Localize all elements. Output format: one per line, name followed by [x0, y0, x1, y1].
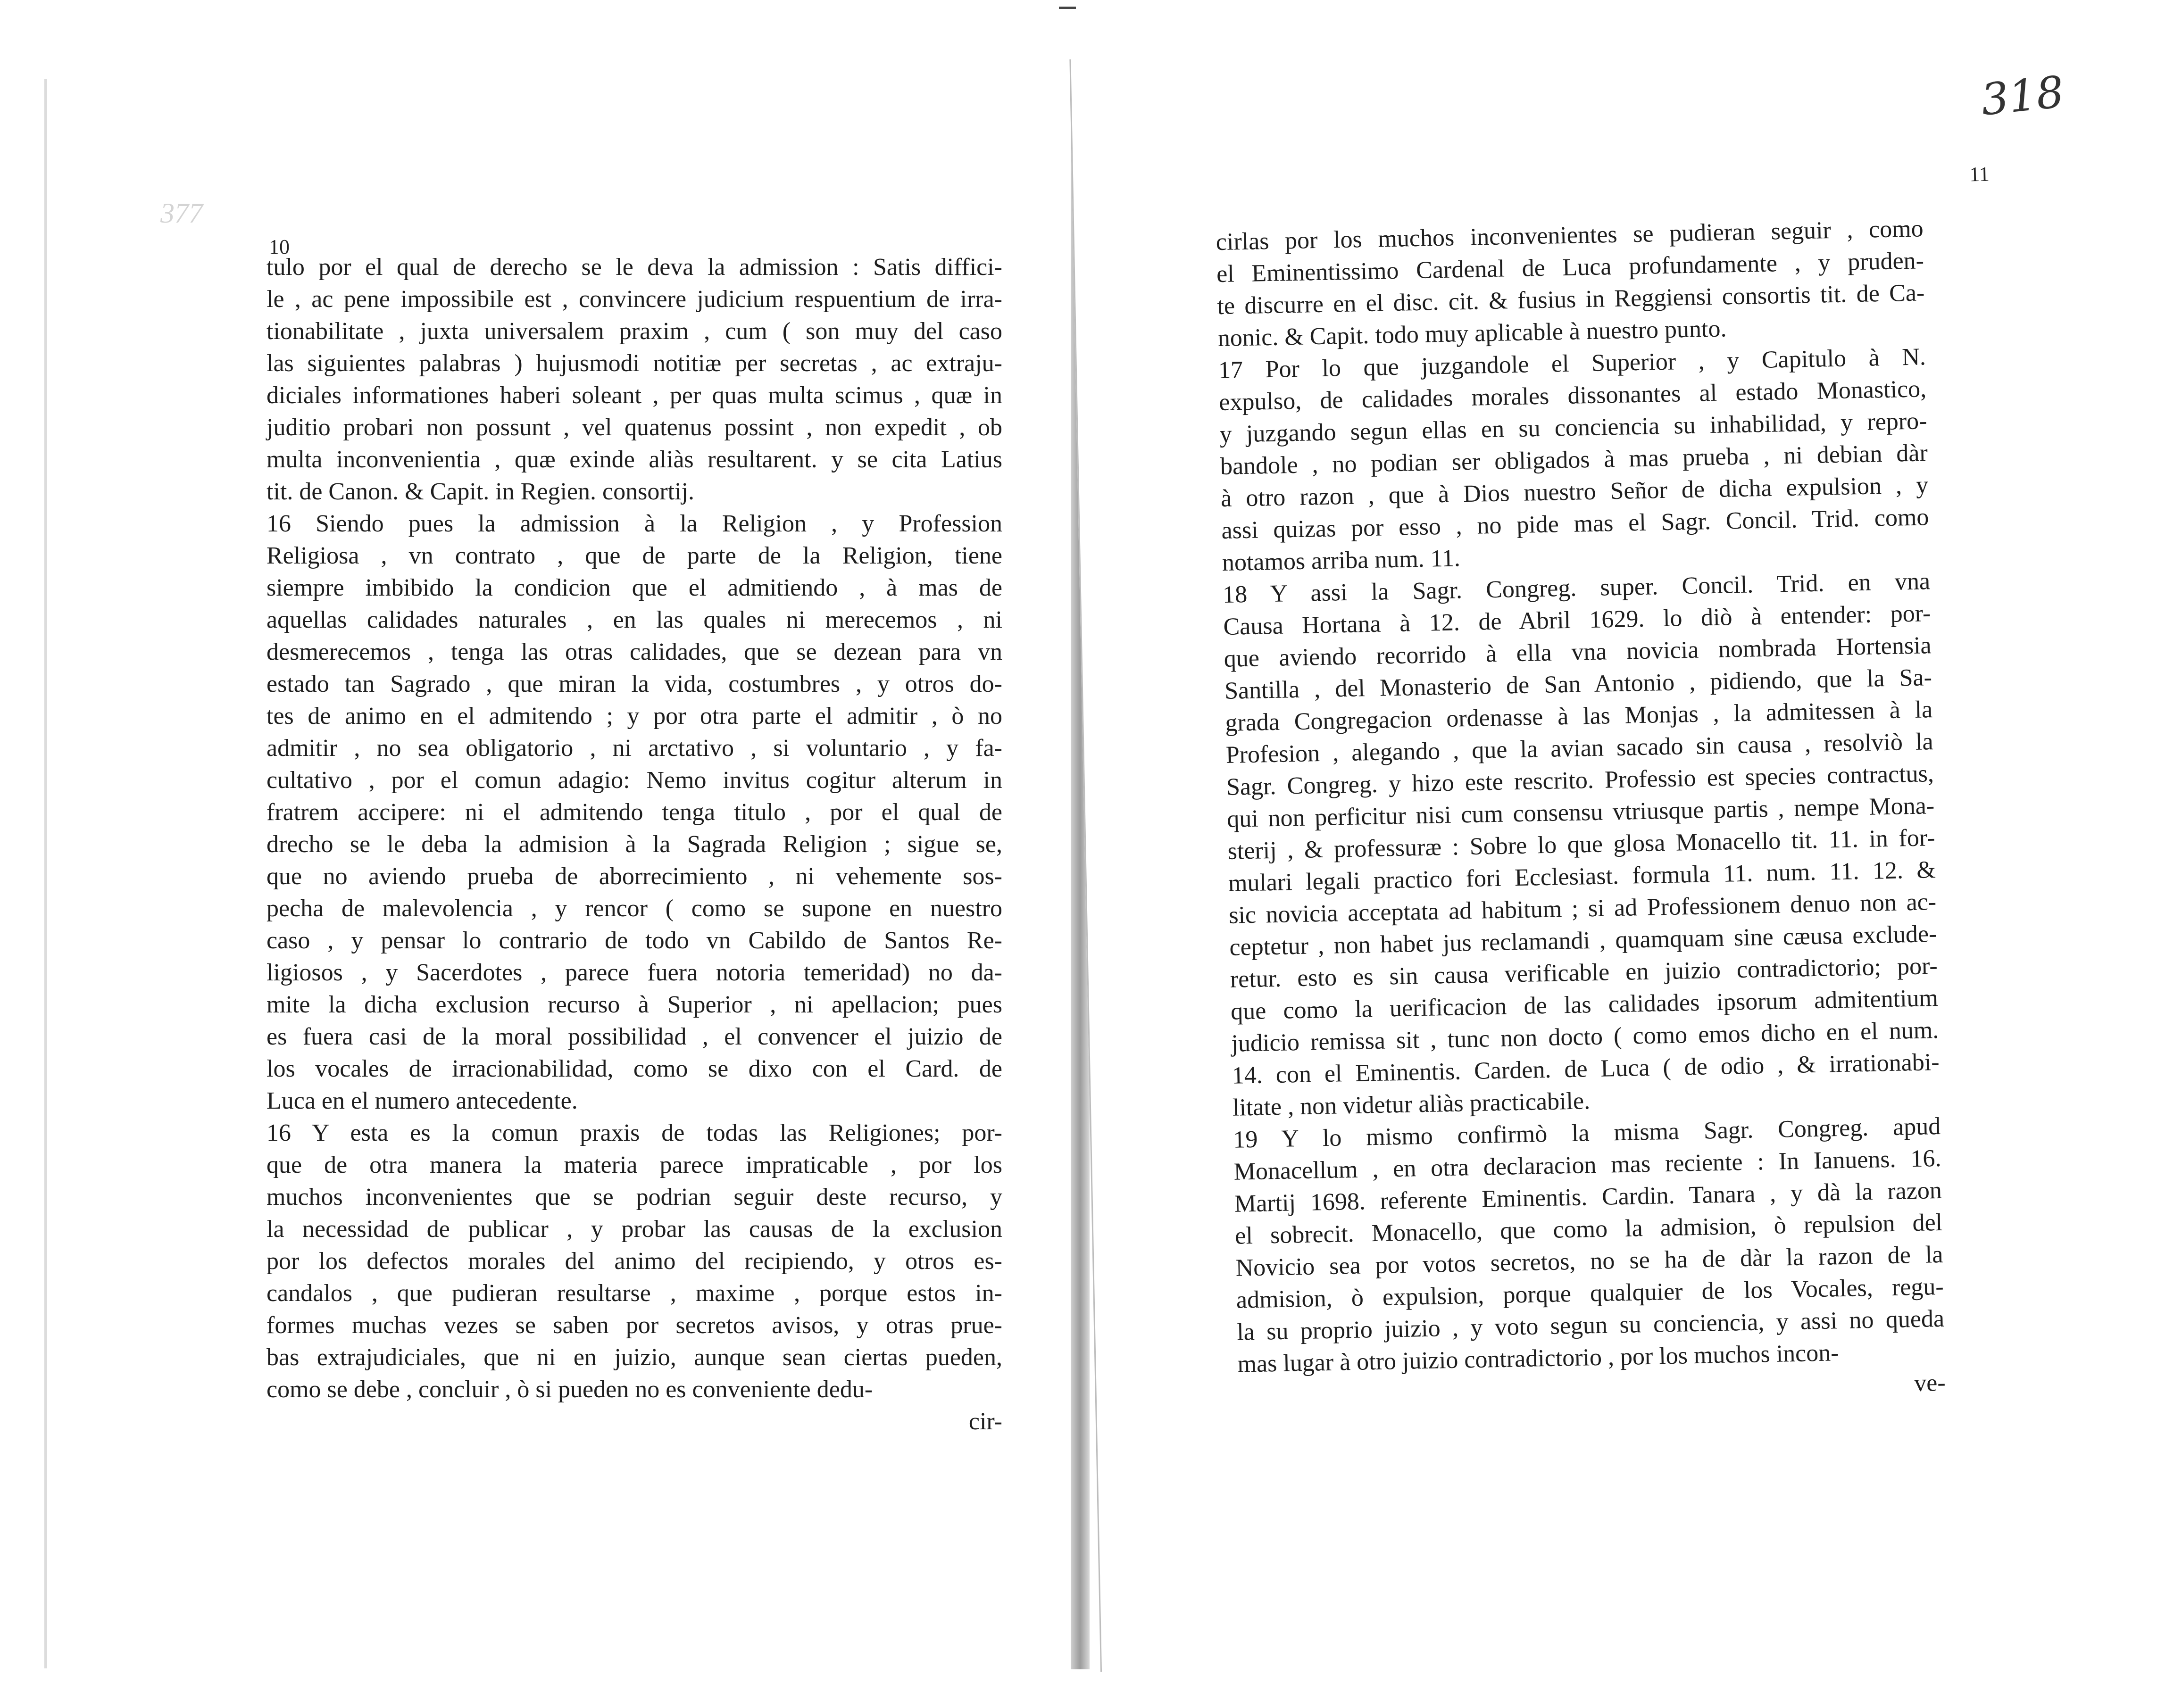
text-line: Luca en el numero antecedente. [267, 1087, 578, 1114]
text-line: drecho se le deba la admision à la Sagrada Religion ; sigue se, [267, 831, 1002, 858]
top-edge-mark [1059, 7, 1076, 9]
text-line: los vocales de irracionabilidad, como se dixo con el Card. de [267, 1055, 1002, 1082]
text-line: muchos inconvenientes que se podrian seguir deste recurso, y [267, 1184, 1002, 1211]
text-line: Monacellum , en otra declaracion mas reciente : In Ianuens. 16. [1233, 1144, 1941, 1186]
text-line: Causa Hortana à 12. de Abril 1629. lo diò à entender: por- [1223, 600, 1931, 640]
text-line: cirlas por los muchos inconvenientes se pudieran seguir , como [1216, 215, 1924, 256]
text-line: por los defectos morales del animo del recipiendo, y otros es- [267, 1248, 1002, 1275]
text-line: à otro razon , que à Dios nuestro Señor de dicha expulsion , y [1220, 472, 1929, 512]
text-line: bas extrajudiciales, que ni en juizio, aunque sean ciertas pueden, [267, 1344, 1002, 1371]
text-line: 16 Siendo pues la admission à la Religion , y Profession [267, 510, 1002, 537]
left-text-column [267, 251, 1002, 1438]
text-line: desmerecemos , tenga las otras calidades, que se dezean para vn [267, 638, 1002, 665]
text-line: 14. con el Eminentis. Carden. de Luca ( de odio , & irrationabi- [1232, 1048, 1940, 1089]
text-line: la su proprio juizio , y voto segun su conciencia, y assi no queda [1236, 1305, 1945, 1346]
text-line: Sagr. Congreg. y hizo este rescrito. Professio est species contractus, [1226, 760, 1934, 801]
text-line: es fuera casi de la moral possibilidad , el convencer el juizio de [267, 1023, 1002, 1050]
text-line: Religiosa , vn contrato , que de parte de la Religion, tiene [267, 542, 1002, 569]
text-line: el Eminentissimo Cardenal de Luca profundamente , y pruden- [1216, 247, 1924, 288]
text-line: las siguientes palabras ) hujusmodi notitiæ per secretas , ac extraju- [267, 350, 1002, 377]
text-line: nonic. & Capit. todo muy aplicable à nuestro punto. [1217, 315, 1727, 352]
text-line: te discurre en el disc. cit. & fusius in Reggiensi consortis tit. de Ca- [1216, 279, 1925, 320]
left-page [47, 79, 1078, 1668]
text-line: tes de animo en el admitendo ; y por otra parte el admitir , ò no [267, 703, 1002, 730]
text-line: fratrem accipere: ni el admitendo tenga titulo , por el qual de [267, 799, 1002, 826]
text-line: sterij , & professuræ : Sobre lo que glosa Monacello tit. 11. in for- [1227, 824, 1935, 865]
text-line: assi quizas por esso , no pide mas el Sagr. Concil. Trid. como [1221, 504, 1929, 544]
handwritten-archive-number: 318 [1978, 66, 2066, 125]
text-line: tit. de Canon. & Capit. in Regien. consortij. [267, 478, 695, 505]
text-line: pecha de malevolencia , y rencor ( como se supone en nuestro [267, 895, 1002, 922]
right-page [1069, 40, 2115, 1672]
text-line: expulso, de calidades morales dissonantes al estado Monastico, [1218, 375, 1927, 416]
text-line: le , ac pene impossibile est , convincere judicium respuentium de irra- [267, 286, 1002, 313]
text-line: litate , non videtur aliàs practicabile. [1232, 1087, 1591, 1121]
catchword: ve- [1914, 1369, 1946, 1397]
text-line: Profesion , alegando , que la avian sacado sin causa , resolviò la [1225, 728, 1934, 769]
text-line: y juzgando segun ellas en su conciencia su inhabilidad, y repro- [1219, 407, 1927, 448]
text-line: que de otra manera la materia parece impraticable , por los [267, 1152, 1002, 1178]
text-line: formes muchas vezes se saben por secretos avisos, y otras prue- [267, 1312, 1002, 1339]
text-line: caso , y pensar lo contrario de todo vn Cabildo de Santos Re- [267, 927, 1002, 954]
text-line: candalos , que pudieran resultarse , maxime , porque estos in- [267, 1280, 1002, 1307]
text-line: cultativo , por el comun adagio: Nemo invitus cogitur alterum in [267, 767, 1002, 794]
text-line: tulo por el qual de derecho se le deva la admission : Satis diffici- [267, 254, 1002, 281]
text-line: ceptetur , non habet jus reclamandi , quamquam sine cæusa exclude- [1229, 920, 1937, 961]
catchword: cir- [968, 1408, 1002, 1435]
text-line: como se debe , concluir , ò si pueden no es conveniente dedu- [267, 1376, 873, 1403]
text-line: notamos arriba num. 11. [1222, 545, 1461, 576]
text-line: mite la dicha exclusion recurso à Superior , ni apellacion; pues [267, 991, 1002, 1018]
text-line: sic novicia acceptata ad habitum ; si ad Professionem denuo non ac- [1228, 888, 1937, 929]
left-folio-number: 10 [269, 235, 290, 258]
text-line: la necessidad de publicar , y probar las causas de la exclusion [267, 1216, 1002, 1243]
right-folio-number: 11 [1969, 162, 1990, 186]
text-line: juditio probari non possunt , vel quatenus possint , non expedit , ob [267, 414, 1002, 441]
text-line: 19 Y lo mismo confirmò la misma Sagr. Congreg. apud [1233, 1112, 1941, 1153]
text-line: mulari legali practico fori Ecclesiast. formula 11. num. 11. 12. & [1228, 856, 1936, 897]
text-line: que aviendo recorrido à ella vna novicia nombrada Hortensia [1224, 632, 1932, 672]
faint-bleed-number: 377 [160, 198, 203, 229]
text-line: retur. esto es sin causa verificable en juizio contradictorio; por- [1230, 953, 1938, 993]
text-line: admision, ò expulsion, porque qualquier de los Vocales, regu- [1236, 1273, 1944, 1314]
text-line: Martij 1698. referente Eminentis. Cardin. Tanara , y dà la razon [1234, 1177, 1942, 1218]
text-line: bandole , no podian ser obligados à mas prueba , ni debian dàr [1220, 439, 1928, 480]
text-line: ligiosos , y Sacerdotes , parece fuera notoria temeridad) no da- [267, 959, 1002, 986]
text-line: multa inconvenientia , quæ exinde aliàs resultarent. y se cita Latius [267, 446, 1002, 473]
text-line: judicio remissa sit , tunc non docto ( como emos dicho en el num. [1231, 1016, 1939, 1057]
text-line: 16 Y esta es la comun praxis de todas las Religiones; por- [267, 1119, 1002, 1146]
text-line: siempre imbibido la condicion que el admitiendo , à mas de [267, 574, 1002, 601]
text-line: tionabilitate , juxta universalem praxim , cum ( son muy del caso [267, 318, 1002, 345]
text-line: Santilla , del Monasterio de San Antonio , pidiendo, que la Sa- [1224, 664, 1932, 705]
text-line: grada Congregacion ordenasse à las Monjas , la admitessen à la [1224, 696, 1933, 737]
text-line: 18 Y assi la Sagr. Congreg. super. Concil. Trid. en vna [1222, 568, 1931, 608]
text-line: admitir , no sea obligatorio , ni arctativo , si voluntario , y fa- [267, 735, 1002, 762]
text-line: el sobrecit. Monacello, que como la admision, ò repulsion del [1234, 1209, 1943, 1250]
text-line: estado tan Sagrado , que miran la vida, costumbres , y otros do- [267, 671, 1002, 697]
text-line: 17 Por lo que juzgandole el Superior , y Capitulo à N. [1218, 343, 1926, 384]
text-line: aquellas calidades naturales , en las quales ni merecemos , ni [267, 606, 1002, 633]
text-line: Novicio sea por votos secretos, no se ha de dàr la razon de la [1235, 1241, 1943, 1282]
text-line: mas lugar à otro juizio contradictorio , por los muchos incon- [1237, 1339, 1840, 1378]
right-text-column [1216, 213, 1946, 1412]
text-line: que como la uerificacion de las calidades ipsorum admitentium [1230, 985, 1939, 1025]
text-line: qui non perficitur nisi cum consensu vtriusque partis , nempe Mona- [1226, 792, 1935, 833]
text-line: que no aviendo prueba de aborrecimiento , ni vehemente sos- [267, 863, 1002, 890]
text-line: diciales informationes haberi soleant , per quas multa scimus , quæ in [267, 382, 1002, 409]
